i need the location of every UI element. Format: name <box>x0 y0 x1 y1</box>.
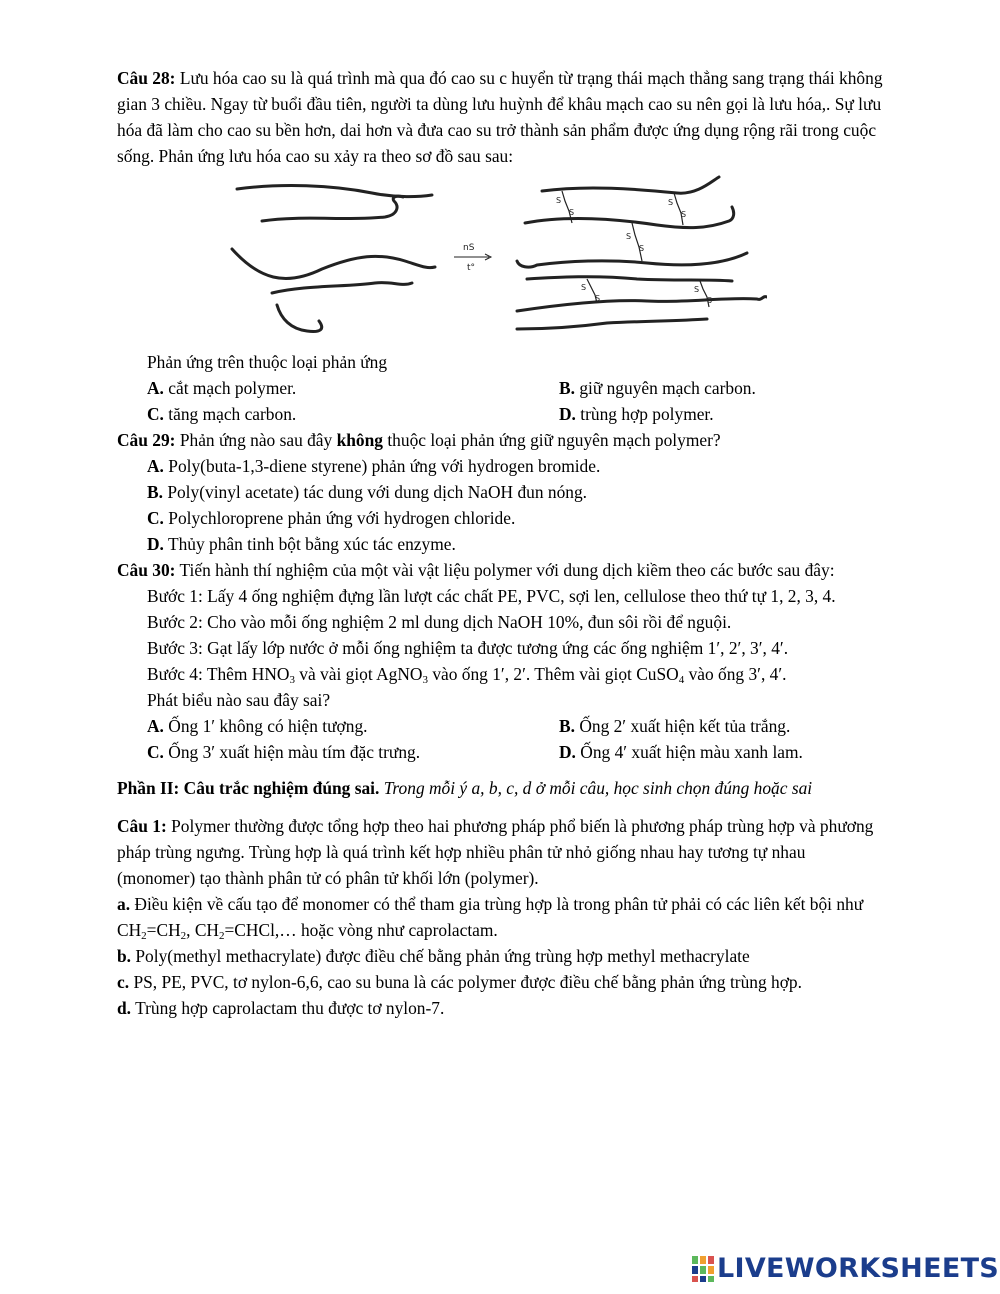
section-title: Phần II: Câu trắc nghiệm đúng sai. <box>117 778 380 798</box>
question-stem: Phản ứng trên thuộc loại phản ứng <box>147 352 388 372</box>
answer-option[interactable] <box>117 479 887 505</box>
option-text: Ống 4′ xuất hiện màu xanh lam. <box>580 742 803 762</box>
sulfur-label: S <box>694 285 700 294</box>
statement-text: Poly(methyl methacrylate) được điều chế bằng phản ứng trùng hợp methyl methacrylate <box>135 946 750 966</box>
option-letter: A. <box>147 456 164 476</box>
answer-option[interactable] <box>147 375 559 401</box>
sulfur-label: S <box>681 210 687 219</box>
option-text: tăng mạch carbon. <box>168 404 297 424</box>
statement-a: a. Điều kiện về cấu tạo để monomer có thể tham gia trùng hợp là trong phân tử phải có các liên kết bội như $CH_2=CH_2$, $CH_2=CHCl,\dots$ hoặc vòng như caprolactam. <box>117 894 864 942</box>
option-text: Ống 1′ không có hiện tượng. <box>168 716 368 736</box>
reagent-label: nS <box>463 243 475 253</box>
linear-chain <box>232 249 435 279</box>
sulfur-crosslink <box>632 223 645 261</box>
question-text: Polymer thường được tổng hợp theo hai phương pháp phổ biến là phương pháp trùng hợp và phương pháp trùng ngưng. Trùng hợp là quá trình kết hợp nhiều phân tử nhỏ giống nhau hay tương tự nhau (monomer) tạo thành phân tử có phân tử khối lớn (polymer). <box>117 816 874 888</box>
statement-d <box>117 995 887 1021</box>
sulfur-label: S <box>595 294 601 303</box>
answer-row <box>117 713 887 739</box>
answer-option[interactable] <box>147 739 559 765</box>
question-28 <box>117 65 887 169</box>
network-chain <box>525 207 734 228</box>
option-letter: C. <box>147 404 164 424</box>
sulfur-label: S <box>668 198 674 207</box>
sulfur-crosslink <box>674 193 683 225</box>
vulcanization-diagram <box>207 171 767 349</box>
statement-letter: a. <box>117 894 131 914</box>
answer-option[interactable] <box>559 375 756 401</box>
statement-text: PS, PE, PVC, tơ nylon-6,6, cao su buna là các polymer được điều chế bằng phản ứng trùng hợp. <box>133 972 802 992</box>
section-instruction: Trong mỗi ý a, b, c, d ở mỗi câu, học sinh chọn đúng hoặc sai <box>383 778 813 798</box>
sulfur-label: S <box>569 208 575 217</box>
question-emphasis: không <box>336 430 383 450</box>
option-text: Poly(buta-1,3-diene styrene) phản ứng với hydrogen bromide. <box>168 456 601 476</box>
option-letter: A. <box>147 378 164 398</box>
answer-option[interactable] <box>117 505 887 531</box>
option-letter: B. <box>559 378 575 398</box>
answer-option[interactable] <box>147 713 559 739</box>
sulfur-label: S <box>639 244 645 253</box>
option-letter: C. <box>147 508 164 528</box>
option-text: Thủy phân tinh bột bằng xúc tác enzyme. <box>167 534 456 554</box>
network-chain <box>517 253 747 267</box>
linear-chain <box>277 305 322 332</box>
network-chain <box>542 177 719 193</box>
option-letter: A. <box>147 716 164 736</box>
sulfur-label: S <box>581 283 587 292</box>
option-letter: D. <box>559 404 576 424</box>
question-label: Câu 29: <box>117 430 176 450</box>
linear-chain <box>237 186 432 197</box>
option-text: Polychloroprene phản ứng với hydrogen chloride. <box>168 508 516 528</box>
answer-option[interactable] <box>559 713 790 739</box>
option-letter: D. <box>147 534 164 554</box>
option-letter: C. <box>147 742 164 762</box>
question-stem: Phát biểu nào sau đây sai? <box>147 690 331 710</box>
logo-icon <box>692 1254 714 1284</box>
option-text: cắt mạch polymer. <box>168 378 297 398</box>
answer-option[interactable] <box>117 531 887 557</box>
answer-option[interactable] <box>117 453 887 479</box>
question-text: Tiến hành thí nghiệm của một vài vật liệu polymer với dung dịch kiềm theo các bước sau đây: <box>179 560 835 580</box>
part-2-heading <box>117 775 887 801</box>
question-label: Câu 30: <box>117 560 176 580</box>
step-1: Bước 1: Lấy 4 ống nghiệm đựng lần lượt các chất PE, PVC, sợi len, cellulose theo thứ tự 1, 2, 3, 4. <box>147 586 836 606</box>
logo-text: LIVEWORKSHEETS <box>717 1253 1000 1284</box>
question-text: Lưu hóa cao su là quá trình mà qua đó cao su c huyển từ trạng thái mạch thẳng sang trạng thái không gian 3 chiều. Ngay từ buổi đầu tiên, người ta dùng lưu huỳnh để khâu mạch cao su nên gọi là lưu hóa,. Sự lưu hóa đã làm cho cao su bền hơn, dai hơn và đưa cao su trở thành sản phẩm được ứng dụng rộng rãi trong cuộc sống. Phản ứng lưu hóa cao su xảy ra theo sơ đồ sau sau: <box>117 68 883 166</box>
network-chain <box>517 297 767 311</box>
answer-row <box>117 739 887 765</box>
option-text: Ống 2′ xuất hiện kết tủa trắng. <box>579 716 791 736</box>
option-text: Poly(vinyl acetate) tác dung với dung dịch NaOH đun nóng. <box>167 482 588 502</box>
worksheet-page <box>117 65 887 1021</box>
network-chain <box>517 319 707 329</box>
condition-label: t° <box>467 263 476 273</box>
question-30 <box>117 557 887 583</box>
statement-letter: b. <box>117 946 132 966</box>
step-2: Bước 2: Cho vào mỗi ống nghiệm 2 ml dung dịch NaOH 10%, đun sôi rồi để nguội. <box>147 612 732 632</box>
statement-letter: c. <box>117 972 130 992</box>
question-label: Câu 1: <box>117 816 167 836</box>
option-letter: B. <box>559 716 575 736</box>
network-chain <box>527 277 732 281</box>
linear-chain <box>272 283 412 293</box>
option-letter: D. <box>559 742 576 762</box>
answer-row <box>117 401 887 427</box>
answer-option[interactable] <box>559 401 714 427</box>
option-text: Ống 3′ xuất hiện màu tím đặc trưng. <box>168 742 421 762</box>
answer-option[interactable] <box>559 739 803 765</box>
step-4: Bước 4: Thêm $HNO_3$ và vài giọt AgNO$_3$ vào ống 1′, 2′. Thêm vài giọt CuSO$_4$ vào ống 3′, 4′. <box>147 664 787 686</box>
question-text: thuộc loại phản ứng giữ nguyên mạch polymer? <box>387 430 721 450</box>
question-label: Câu 28: <box>117 68 176 88</box>
sulfur-label: S <box>556 196 562 205</box>
sulfur-label: S <box>626 232 632 241</box>
question-text: Phản ứng nào sau đây <box>179 430 333 450</box>
step-3: Bước 3: Gạt lấy lớp nước ở mỗi ống nghiệm ta được tương ứng các ống nghiệm 1′, 2′, 3′, 4′. <box>147 638 789 658</box>
option-text: trùng hợp polymer. <box>580 404 714 424</box>
statement-c <box>117 969 887 995</box>
linear-chain <box>262 196 403 221</box>
answer-option[interactable] <box>147 401 559 427</box>
question-1 <box>117 813 887 891</box>
liveworksheets-logo[interactable] <box>692 1252 999 1286</box>
statement-letter: d. <box>117 998 132 1018</box>
option-text: giữ nguyên mạch carbon. <box>579 378 756 398</box>
answer-row <box>117 375 887 401</box>
question-29 <box>117 427 887 453</box>
option-letter: B. <box>147 482 163 502</box>
statement-text: Trùng hợp caprolactam thu được tơ nylon-7. <box>135 998 445 1018</box>
sulfur-label: S <box>707 296 713 305</box>
statement-b <box>117 943 887 969</box>
